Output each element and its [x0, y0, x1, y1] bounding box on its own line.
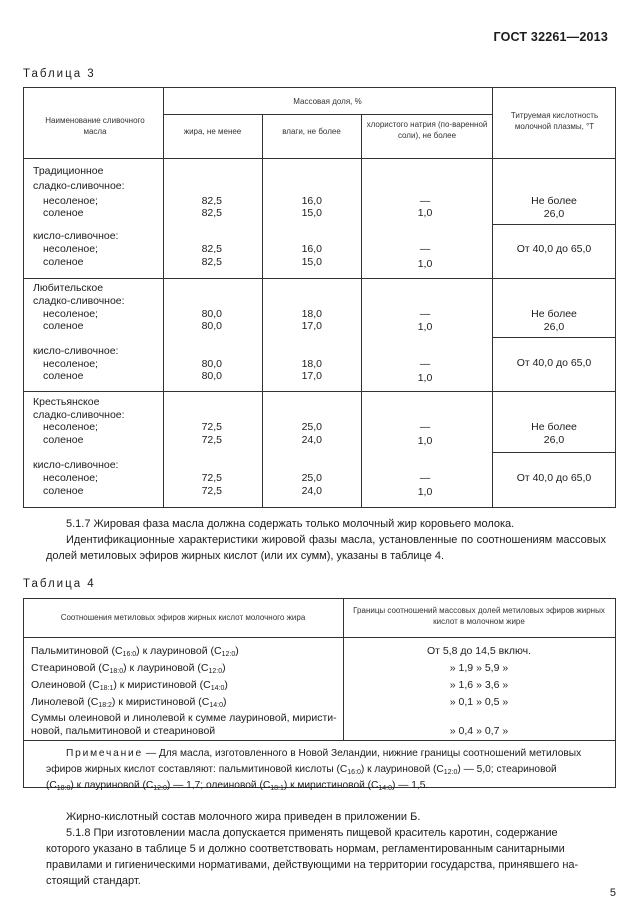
acidity-value: 26,0	[543, 321, 565, 333]
table4-row-left: Олеиновой $(C_{18:1})$ к миристиновой $(C_{14:0})$	[31, 679, 228, 692]
moisture-value: 18,0	[301, 358, 322, 370]
moisture-value: 15,0	[301, 256, 322, 268]
paragraph-fatty-acid: Жирно-кислотный состав молочного жира приведен в приложении Б.	[66, 811, 421, 823]
table4-note-line3: $(C_{18:0})$ к лауриновой $(C_{12:0})$ — 1,7; олеиновой $(C_{18:1})$ к миристиновой $(C_{14:0})$ — 1,5.	[46, 780, 429, 792]
moisture-value: 17,0	[301, 320, 322, 332]
group-subtitle: сладко-сливочное:	[33, 180, 125, 192]
moisture-value: 24,0	[301, 485, 322, 497]
table4-row-right: » 0,1 » 0,5 »	[449, 696, 509, 708]
salt-value: —	[419, 308, 431, 320]
table4-note-line2: эфиров жирных кислот составляют: пальмитиновой кислоты $(C_{16:0})$ к лауриновой $(C_{12:0})$ — 5,0; стеариновой	[46, 764, 557, 776]
table4-row-left: Суммы олеиновой и линолевой к сумме лауриновой, миристи-	[31, 712, 337, 724]
table3-head-name: Наименование сливочного масла	[45, 116, 145, 136]
standard-header: ГОСТ 32261—2013	[493, 30, 608, 44]
salt-value: 1,0	[417, 258, 433, 270]
salt-value: 1,0	[417, 372, 433, 384]
acidity-value: Не более	[531, 421, 577, 433]
row-label: несоленое;	[43, 195, 98, 207]
table4-row-right: » 1,6 » 3,6 »	[449, 679, 509, 691]
moisture-value: 18,0	[301, 308, 322, 320]
salt-value: —	[419, 195, 431, 207]
salt-value: —	[419, 421, 431, 433]
page-number: 5	[609, 887, 616, 899]
moisture-value: 16,0	[301, 243, 322, 255]
fat-value: 80,0	[201, 320, 222, 332]
group-subtitle: сладко-сливочное:	[33, 295, 125, 307]
moisture-value: 15,0	[301, 207, 322, 219]
group-title: Традиционное	[33, 165, 104, 177]
fat-value: 80,0	[201, 358, 222, 370]
fat-value: 72,5	[201, 472, 222, 484]
fat-value: 82,5	[201, 207, 222, 219]
paragraph-5-1-8-line4: стоящий стандарт.	[46, 875, 141, 887]
group-title: Любительское	[33, 282, 104, 294]
paragraph-5-1-8-line2: которого указано в таблице 5 и должно соответствовать нормам, регламентированным санитарными	[46, 843, 565, 855]
table4-note-line1: Примечание — Для масла, изготовленного в Новой Зеландии, нижние границы соотношений метиловых	[66, 748, 582, 759]
moisture-value: 17,0	[301, 370, 322, 382]
fat-value: 72,5	[201, 485, 222, 497]
table3-head-mass: Массовая доля, %	[293, 97, 362, 106]
table4-head-left: Соотношения метиловых эфиров жирных кислот молочного жира	[60, 613, 306, 622]
table4-row-right: От 5,8 до 14,5 включ.	[426, 645, 532, 657]
moisture-value: 25,0	[301, 472, 322, 484]
table3-caption: Таблица 3	[23, 68, 96, 80]
group-subtitle: кисло-сливочное:	[33, 230, 119, 242]
table4-row-left: Пальмитиновой $(C_{16:0})$ к лауриновой $(C_{12:0})$	[31, 645, 239, 658]
paragraph-5-1-7: 5.1.7 Жировая фаза масла должна содержать только молочный жир коровьего молока.	[66, 518, 515, 530]
table4-row-left: новой, пальмитиновой и стеариновой	[31, 725, 216, 737]
row-label: соленое	[43, 485, 84, 497]
moisture-value: 25,0	[301, 421, 322, 433]
paragraph-5-1-8-line1: 5.1.8 При изготовлении масла допускается применять пищевой краситель каротин, содержание	[66, 827, 558, 839]
row-label: соленое	[43, 256, 84, 268]
table4-row-right: » 0,4 » 0,7 »	[449, 725, 509, 737]
table3-head-acidity: Титруемая кислотность молочной плазмы, °Т	[510, 111, 599, 131]
paragraph-5-1-8-line3: правилами и гигиеническими нормативами, действующими на территории государства, принявшего на-	[46, 859, 579, 871]
group-subtitle: сладко-сливочное:	[33, 409, 125, 421]
row-label: соленое	[43, 207, 84, 219]
acidity-value: От 40,0 до 65,0	[516, 357, 592, 369]
row-label: соленое	[43, 370, 84, 382]
row-label: соленое	[43, 434, 84, 446]
group-title: Крестьянское	[33, 396, 100, 408]
fat-value: 80,0	[201, 370, 222, 382]
acidity-value: 26,0	[543, 208, 565, 220]
table3-head-salt: хлористого натрия (по-варенной соли), не более	[366, 120, 488, 140]
table4-row-left: Линолевой $(C_{18:2})$ к миристиновой $(C_{14:0})$	[31, 696, 227, 709]
fat-value: 72,5	[201, 421, 222, 433]
fat-value: 82,5	[201, 256, 222, 268]
paragraph-identification: Идентификационные характеристики жировой фазы масла, установленные по соотношениям массовых долей метиловых эфиров жирных кислот (или их сумм), указаны в таблице 4.	[46, 534, 606, 562]
table4-head-right: Границы соотношений массовых долей метиловых эфиров жирных кислот в молочном жире	[353, 606, 605, 626]
fat-value: 82,5	[201, 195, 222, 207]
row-label: несоленое;	[43, 421, 98, 433]
row-label: несоленое;	[43, 308, 98, 320]
salt-value: 1,0	[417, 321, 433, 333]
table4-row-right: » 1,9 » 5,9 »	[449, 662, 509, 674]
acidity-value: От 40,0 до 65,0	[516, 243, 592, 255]
row-label: соленое	[43, 320, 84, 332]
table3-head-moisture: влаги, не более	[282, 127, 341, 136]
acidity-value: Не более	[531, 308, 577, 320]
row-label: несоленое;	[43, 243, 98, 255]
row-label: несоленое;	[43, 358, 98, 370]
moisture-value: 24,0	[301, 434, 322, 446]
table3-head-fat: жира, не менее	[183, 127, 242, 136]
acidity-value: Не более	[531, 195, 577, 207]
salt-value: —	[419, 472, 431, 484]
row-label: несоленое;	[43, 472, 98, 484]
salt-value: 1,0	[417, 486, 433, 498]
acidity-value: 26,0	[543, 434, 565, 446]
table4-row-left: Стеариновой $(C_{18:0})$ к лауриновой $(C_{12:0})$	[31, 662, 226, 675]
group-subtitle: кисло-сливочное:	[33, 459, 119, 471]
group-subtitle: кисло-сливочное:	[33, 345, 119, 357]
fat-value: 82,5	[201, 243, 222, 255]
moisture-value: 16,0	[301, 195, 322, 207]
acidity-value: От 40,0 до 65,0	[516, 472, 592, 484]
salt-value: 1,0	[417, 435, 433, 447]
salt-value: —	[419, 358, 431, 370]
salt-value: 1,0	[417, 207, 433, 219]
fat-value: 72,5	[201, 434, 222, 446]
salt-value: —	[419, 243, 431, 255]
fat-value: 80,0	[201, 308, 222, 320]
table4-caption: Таблица 4	[23, 578, 96, 590]
